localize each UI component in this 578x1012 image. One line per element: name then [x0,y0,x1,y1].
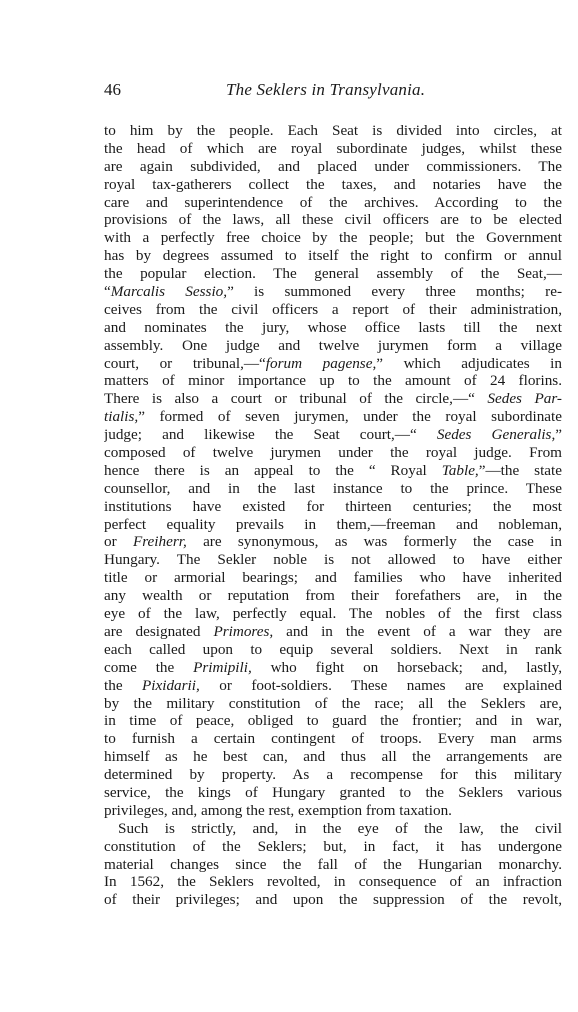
text-line [104,838,562,856]
text-line [104,516,562,534]
text-segment: ceives from the civil officers a report of their administration, [104,300,562,318]
text-line [104,122,562,140]
text-segment: are synonymous, as was formerly the case in [186,533,562,551]
text-segment: by the military constitution of the race; all the Seklers are, [104,694,562,712]
text-line [104,891,562,909]
text-line [104,408,562,426]
text-line [104,372,562,390]
text-segment: of their privileges; and upon the suppression of the revolt, [104,891,562,909]
text-segment: judge; and likewise the Seat court,—“ [104,426,437,444]
text-line [104,856,562,874]
text-segment: ” which adjudicates in [376,354,562,372]
running-title: The Seklers in Transylvania. [226,80,426,99]
text-segment: has by degrees assumed to itself the right to confirm or annul [104,247,562,265]
text-line [104,820,562,838]
text-segment: institutions have existed for thirteen centuries; the most [104,497,562,515]
text-segment: in time of peace, obliged to guard the frontier; and in war, [104,712,562,730]
text-segment: with a perfectly free choice by the people; but the Government [104,229,562,247]
text-line [104,623,562,641]
italic-term: Primipili, [193,658,252,676]
text-segment: and in the event of a war they are [273,622,562,640]
text-line [104,265,562,283]
text-segment: or foot-soldiers. These names are explained [199,676,562,694]
text-segment: determined by property. As a recompense for this military [104,766,562,784]
text-segment: to furnish a certain contingent of troops. Every man arms [104,730,562,748]
text-segment: and nominates the jury, whose office lasts till the next [104,318,562,336]
text-line [104,551,562,569]
text-segment: royal tax-gatherers collect the taxes, and notaries have the [104,175,562,193]
text-line [104,569,562,587]
text-segment: care and superintendence of the archives. According to the [104,193,562,211]
text-segment: eye of the law, perfectly equal. The nobles of the first class [104,605,562,623]
text-line [104,283,562,301]
text-segment: ”—the state [478,461,562,479]
italic-term: Sedes Par- [487,390,562,408]
text-segment: matters of minor importance up to the amount of 24 florins. [104,372,562,390]
italic-term: Sedes Generalis, [436,426,556,444]
text-line [104,301,562,319]
text-segment: court, or tribunal,—“ [104,354,266,372]
text-line [104,784,562,802]
text-segment: service, the kings of Hungary granted to the Seklers various [104,783,562,801]
italic-term: Primores, [213,622,274,640]
text-line [104,677,562,695]
text-line [104,873,562,891]
text-segment: ” [555,426,562,444]
text-segment: each called upon to equip several soldiers. Next in rank [104,640,562,658]
text-line [104,140,562,158]
text-line [104,659,562,677]
italic-term: Freiherr, [132,533,187,551]
text-line [104,641,562,659]
text-line [104,605,562,623]
text-segment: are designated [104,622,214,640]
text-segment: material changes since the fall of the Hungarian monarchy. [104,855,562,873]
text-line [104,766,562,784]
text-segment: In 1562, the Seklers revolted, in consequence of an infraction [104,873,562,891]
text-segment: the popular election. The general assembly of the Seat,— [104,265,562,283]
text-line [104,211,562,229]
text-segment: or [104,533,133,551]
text-segment: come the [104,658,194,676]
text-segment: hence there is an appeal to the “ Royal [104,461,442,479]
text-segment: Such is strictly, and, in the eye of the law, the civil [118,819,562,837]
text-line [104,355,562,373]
text-segment: any wealth or reputation from their forefathers are, in the [104,587,562,605]
text-segment: constitution of the Seklers; but, in fact, it has undergone [104,837,562,855]
page-number: 46 [104,80,121,99]
text-segment: ” is summoned every three months; re- [227,283,562,301]
text-segment: who fight on horseback; and, lastly, [251,658,562,676]
text-line [104,229,562,247]
running-head [104,80,562,100]
text-line [104,462,562,480]
text-line [104,158,562,176]
body-text [104,122,562,909]
italic-term: Table, [441,461,479,479]
italic-term: Pixidarii, [142,676,200,694]
text-segment: “ [104,283,111,301]
text-segment: to him by the people. Each Seat is divided into circles, at [104,122,562,139]
text-line [104,498,562,516]
text-segment: There is also a court or tribunal of the circle,—“ [104,390,488,408]
text-line [104,802,562,820]
text-segment: are again subdivided, and placed under commissioners. The [104,157,562,175]
text-line [104,247,562,265]
text-line [104,426,562,444]
italic-term: tialis, [104,408,139,426]
text-line [104,319,562,337]
text-segment: title or armorial bearings; and families who have inherited [104,569,562,587]
text-segment: assembly. One judge and twelve jurymen form a village [104,336,562,354]
text-segment: counsellor, and in the last instance to the prince. These [104,479,562,497]
text-segment: privileges, and, among the rest, exemption from taxation. [104,801,452,819]
text-line [104,480,562,498]
text-segment: himself as he best can, and thus all the arrangements are [104,748,562,766]
text-segment: the [104,676,142,694]
text-line [104,712,562,730]
text-segment: the head of which are royal subordinate judges, whilst these [104,139,562,157]
text-line [104,444,562,462]
italic-term: forum pagense, [265,354,377,372]
text-line [104,337,562,355]
italic-term: Marcalis Sessio, [110,283,228,301]
text-segment: perfect equality prevails in them,—freeman and nobleman, [104,515,562,533]
text-segment: ” formed of seven jurymen, under the royal subordinate [138,408,562,426]
text-line [104,176,562,194]
text-segment: composed of twelve jurymen under the royal judge. From [104,444,562,462]
text-line [104,390,562,408]
text-line [104,748,562,766]
text-segment: provisions of the laws, all these civil officers are to be elected [104,211,562,229]
text-line [104,533,562,551]
text-segment: Hungary. The Sekler noble is not allowed to have either [104,551,562,569]
text-line [104,695,562,713]
text-line [104,587,562,605]
text-line [104,730,562,748]
text-line [104,194,562,212]
